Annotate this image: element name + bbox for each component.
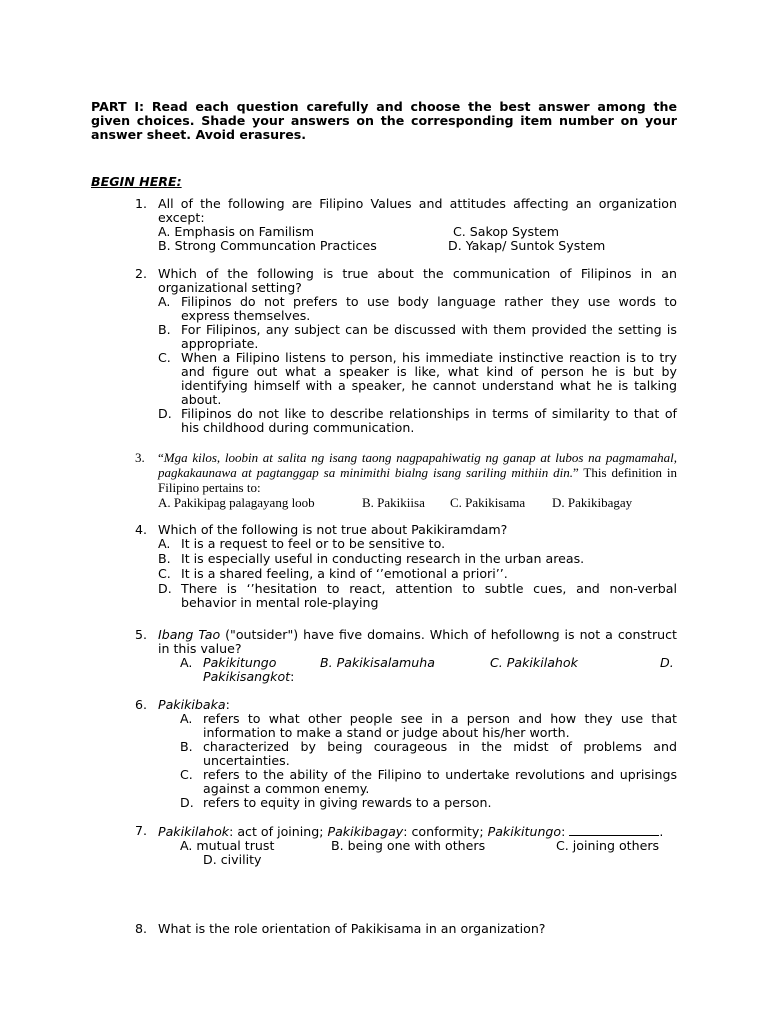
question-number: 2. (135, 266, 148, 281)
question-4 (135, 523, 677, 610)
option-c: C. Pakikisama (450, 495, 526, 510)
stem-rest: ("outsider") have five domains. Which of hefollowng is not a construct in this value? (158, 627, 677, 656)
option-d (158, 582, 677, 610)
option-d: D. Yakap/ Suntok System (448, 238, 606, 253)
question-number: 3. (135, 450, 145, 465)
option-letter: A. (180, 711, 193, 726)
definition-1: : act of joining; (229, 824, 328, 839)
begin-here-heading: BEGIN HERE: (91, 174, 182, 189)
question-stem (158, 824, 677, 839)
question-3 (135, 450, 677, 511)
option-text: refers to equity in giving rewards to a person. (203, 795, 492, 810)
options-row (158, 495, 677, 511)
question-stem: All of the following are Filipino Values and attitudes affecting an organization except: (158, 196, 677, 225)
option-c (158, 567, 677, 581)
option-letter: B. (158, 322, 171, 337)
question-5 (135, 628, 677, 684)
question-stem (158, 450, 677, 495)
option-a (180, 712, 677, 740)
option-text: refers to the ability of the Filipino to undertake revolutions and uprisings against a common enemy. (203, 767, 677, 796)
option-a: Pakikitungo (203, 655, 277, 670)
term-pakikilahok: Pakikilahok (158, 824, 230, 839)
term-ibang-tao: Ibang Tao (158, 627, 221, 642)
option-text: For Filipinos, any subject can be discussed with them provided the setting is appropriate. (181, 322, 677, 351)
option-letter: A. (158, 294, 171, 309)
question-stem: Which of the following is true about the communication of Filipinos in an organizational setting? (158, 266, 677, 295)
option-letter: B. (180, 739, 193, 754)
question-number: 4. (135, 522, 148, 537)
option-text: There is ‘’hesitation to react, attention to subtle cues, and non-verbal behavior in mental role-playing (181, 581, 677, 610)
stem-colon: : (225, 697, 230, 712)
option-a: A. Pakikipag palagayang loob (158, 495, 315, 510)
option-text: When a Filipino listens to person, his immediate instinctive reaction is to try and figure out what a speaker is like, what kind of person he is but by identifying himself with a speaker, he cannot understand what he is talking about. (181, 350, 677, 407)
options-row (180, 656, 677, 670)
option-letter: D. (158, 581, 172, 596)
option-b (180, 740, 677, 768)
option-letter: C. (180, 767, 193, 782)
quote-close: ” (572, 465, 579, 480)
option-text: characterized by being courageous in the midst of problems and uncertainties. (203, 739, 677, 768)
option-a: A. mutual trust (180, 838, 275, 853)
stem-end: . (659, 824, 664, 839)
answer-blank (569, 824, 659, 836)
option-letter: C. (158, 566, 171, 581)
option-text: Filipinos do not like to describe relationships in terms of similarity to that of his childhood during communication. (181, 406, 677, 435)
question-number: 1. (135, 196, 148, 211)
term-pakikibaka: Pakikibaka (158, 697, 226, 712)
option-d: D. civility (203, 852, 262, 867)
filipino-definition: Mga kilos, loobin at salita ng isang taong nagpapahiwatig ng ganap at lubos na pagmamahal, pagkakaunawa at pagtanggap sa minimithi bialng isang sariling mithiin din. (158, 450, 677, 480)
question-number: 7. (135, 823, 148, 838)
option-letter: D. (158, 406, 172, 421)
question-number: 5. (135, 627, 148, 642)
option-letter: C. (158, 350, 171, 365)
option-d (203, 669, 295, 684)
option-text: It is especially useful in conducting research in the urban areas. (181, 551, 585, 566)
options-row-1 (158, 225, 677, 239)
option-text: It is a request to feel or to be sensitive to. (181, 536, 446, 551)
question-stem: Which of the following is not true about Pakikiramdam? (158, 522, 508, 537)
option-a: A. Emphasis on Familism (158, 224, 315, 239)
option-d: D. Pakikibagay (552, 495, 633, 510)
option-c: C. Sakop System (453, 224, 560, 239)
option-a-letter: A. (180, 655, 193, 670)
option-text: refers to what other people see in a person and how they use that information to make a stand or judge about his/her worth. (203, 711, 677, 740)
question-6 (135, 698, 677, 810)
question-number: 8. (135, 921, 148, 936)
option-c (158, 351, 677, 407)
options-row-2 (203, 853, 677, 867)
option-c: C. Pakikilahok (490, 655, 578, 670)
option-b (158, 552, 677, 566)
option-b: B. being one with others (331, 838, 486, 853)
question-number: 6. (135, 697, 148, 712)
option-b: B. Strong Communcation Practices (158, 238, 377, 253)
option-text: Filipinos do not prefers to use body language rather they use words to express themselves. (181, 294, 677, 323)
option-a (158, 295, 677, 323)
option-b: B. Pakikiisa (362, 495, 425, 510)
question-stem (158, 698, 677, 712)
option-d (180, 796, 677, 810)
definition-2: : conformity; (403, 824, 488, 839)
options-row-2 (203, 670, 677, 684)
stem-tail: This definition in Filipino pertains to: (158, 465, 678, 495)
option-c (180, 768, 677, 796)
question-stem (158, 628, 677, 656)
question-1 (135, 197, 677, 253)
option-b (158, 323, 677, 351)
option-d-suffix: : (290, 669, 295, 684)
option-letter: D. (180, 795, 194, 810)
question-stem: What is the role orientation of Pakikisama in an organization? (158, 921, 546, 936)
option-d-text: Pakikisangkot (203, 669, 291, 684)
question-7 (135, 824, 677, 867)
question-2 (135, 267, 677, 435)
option-b: B. Pakikisalamuha (320, 655, 435, 670)
question-8 (135, 922, 677, 936)
option-letter: A. (158, 536, 171, 551)
option-letter: B. (158, 551, 171, 566)
term-pakikibagay: Pakikibagay (327, 824, 404, 839)
option-d-letter: D. (660, 655, 674, 670)
instructions: PART I: Read each question carefully and choose the best answer among the given choices. Shade your answers on the corresponding item number on your answer sheet. Avoid erasures. (91, 99, 677, 142)
term-pakikitungo: Pakikitungo (487, 824, 562, 839)
option-text: It is a shared feeling, a kind of ‘’emotional a priori’’. (181, 566, 508, 581)
options-row-2 (158, 239, 677, 253)
option-a (158, 537, 677, 551)
definition-3: : (561, 824, 566, 839)
quote-open: “ (158, 450, 164, 465)
option-d (158, 407, 677, 435)
option-c: C. joining others (556, 838, 660, 853)
options-row-1 (180, 839, 677, 853)
